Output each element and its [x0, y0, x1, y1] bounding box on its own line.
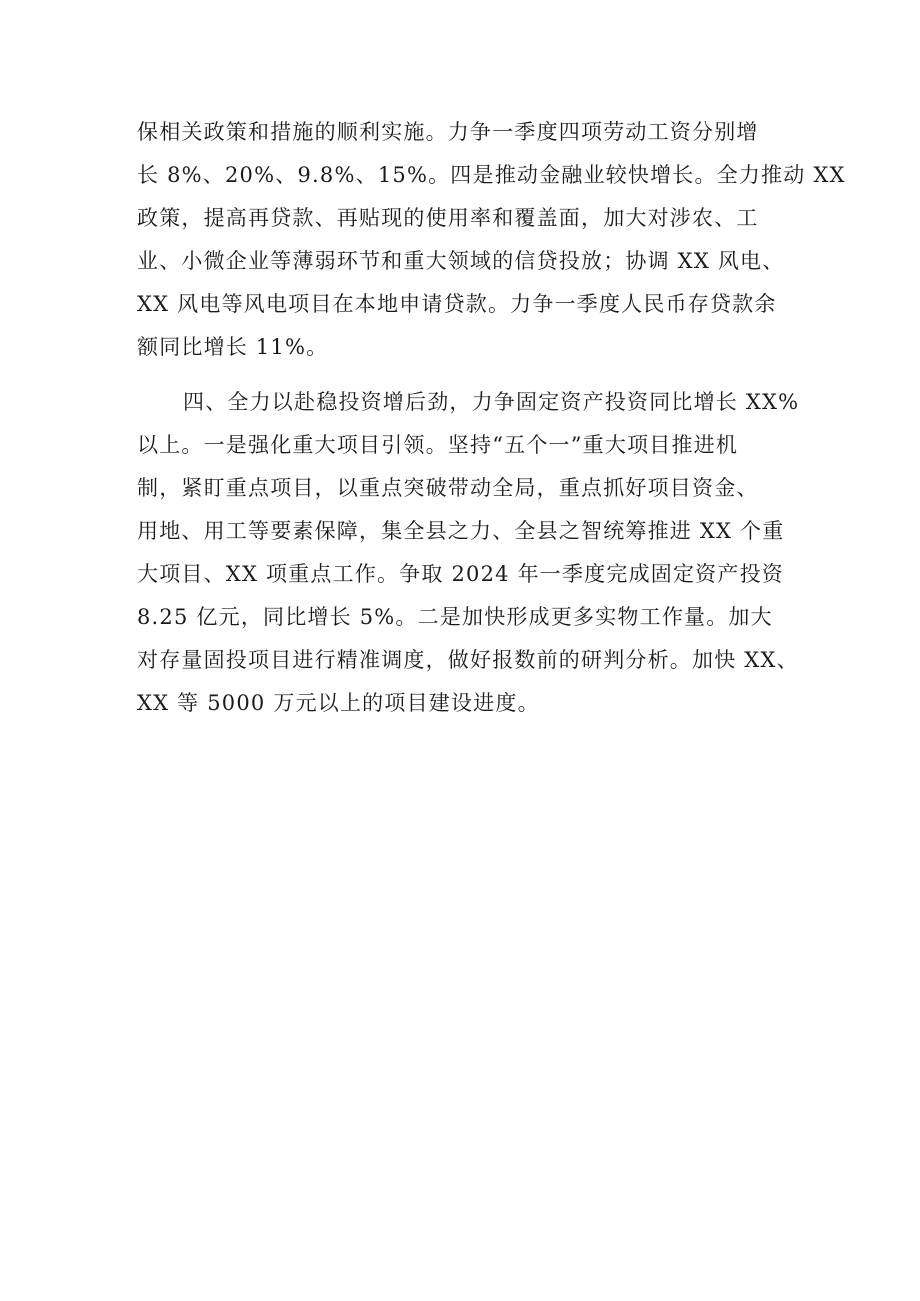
paragraph: [137, 381, 800, 725]
text-line: 用地、用工等要素保障，集全县之力、全县之智统筹推进 XX 个重: [137, 519, 785, 543]
text-line: 四、全力以赴稳投资增后劲，力争固定资产投资同比增长 XX%: [183, 390, 800, 414]
text-line: 8.25 亿元，同比增长 5%。二是加快形成更多实物工作量。加大: [137, 605, 773, 629]
text-line: XX 风电等风电项目在本地申请贷款。力争一季度人民币存贷款余: [137, 292, 777, 316]
text-line: XX 等 5000 万元以上的项目建设进度。: [137, 691, 540, 715]
paragraph-spacer: [137, 369, 797, 381]
text-line: 大项目、XX 项重点工作。争取 2024 年一季度完成固定资产投资: [137, 562, 784, 586]
paragraph: [137, 111, 846, 369]
text-line: 额同比增长 11%。: [137, 335, 329, 359]
text-line: 业、小微企业等薄弱环节和重大领域的信贷投放；协调 XX 风电、: [137, 249, 785, 273]
text-line: 保相关政策和措施的顺利实施。力争一季度四项劳动工资分别增: [137, 120, 759, 144]
document-body: [137, 111, 846, 725]
text-line: 长 8%、20%、9.8%、15%。四是推动金融业较快增长。全力推动 XX: [137, 163, 846, 187]
text-line: 政策，提高再贷款、再贴现的使用率和覆盖面，加大对涉农、工: [137, 206, 759, 230]
text-line: 对存量固投项目进行精准调度，做好报数前的研判分析。加快 XX、: [137, 648, 799, 672]
text-line: 制，紧盯重点项目，以重点突破带动全局，重点抓好项目资金、: [137, 476, 759, 500]
text-line: 以上。一是强化重大项目引领。坚持“五个一”重大项目推进机: [137, 433, 739, 457]
